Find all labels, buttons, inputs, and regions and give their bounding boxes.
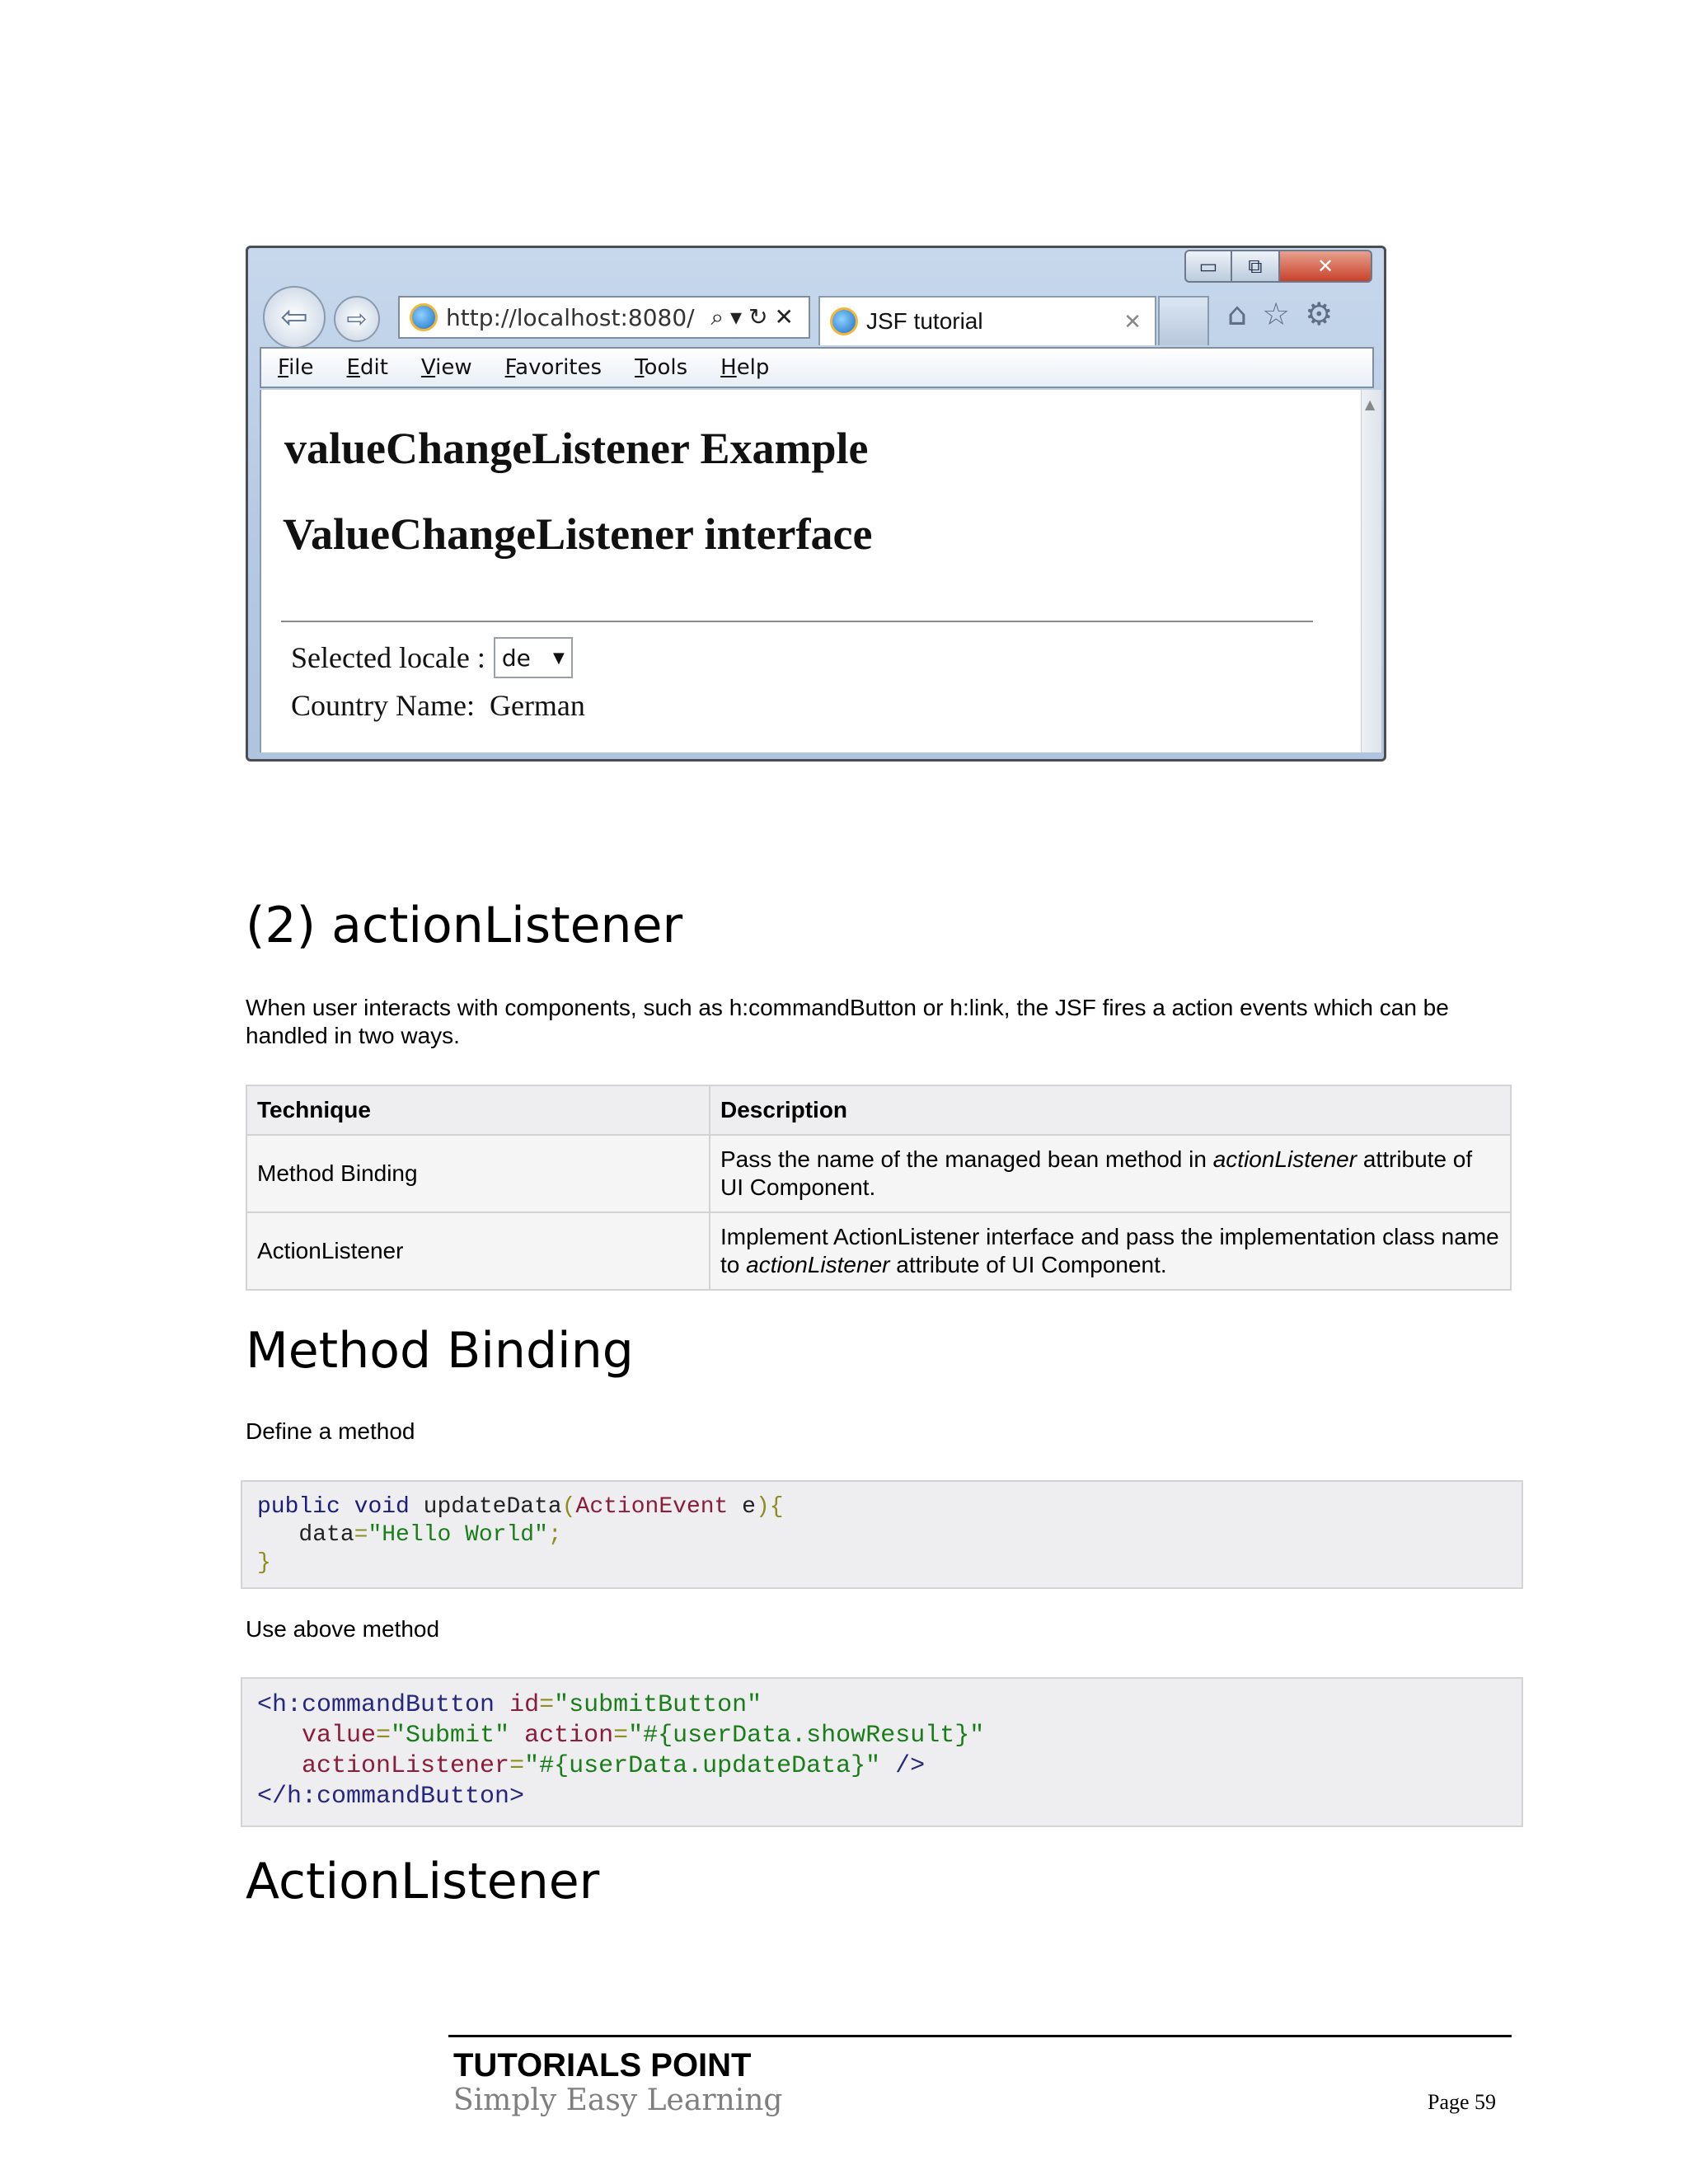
code-token: "Submit" [391, 1722, 510, 1750]
menu-tools[interactable]: Tools [635, 355, 688, 380]
home-icon[interactable]: ⌂ [1227, 296, 1248, 332]
tab-close-icon[interactable]: ✕ [1123, 308, 1142, 334]
search-refresh-stop-icons[interactable]: ⌕▾↻✕ [710, 303, 800, 330]
new-tab-button[interactable] [1158, 296, 1209, 345]
viewport-heading-2: ValueChangeListener interface [283, 509, 873, 559]
code-block-command-button: <h:commandButton id="submitButton" value="Submit" action="#{userData.showResult}" actionListener="#{userData.updateData}" /> </h:commandButton> [241, 1677, 1523, 1827]
code-token: "Hello World" [368, 1522, 548, 1548]
table-cell-description [710, 1212, 1511, 1290]
table-cell-technique: Method Binding [246, 1135, 710, 1212]
technique-table [246, 1085, 1512, 1291]
tab-ie-logo-icon [830, 307, 858, 335]
address-url: http://localhost:8080/ [446, 303, 695, 331]
favorites-star-icon[interactable]: ☆ [1262, 296, 1291, 332]
country-label: Country Name: [291, 689, 475, 722]
code-block-method [241, 1480, 1523, 1589]
menu-bar [260, 347, 1374, 388]
code-token: ActionEvent [575, 1494, 729, 1520]
browser-screenshot [246, 246, 1386, 762]
code-token: = [354, 1522, 368, 1548]
menu-view[interactable]: View [420, 355, 472, 380]
define-method-label: Define a method [246, 1418, 415, 1444]
table-cell-technique: ActionListener [246, 1212, 710, 1290]
code-token: public [257, 1494, 340, 1520]
scroll-up-icon[interactable]: ▲ [1365, 396, 1376, 412]
footer-rule [448, 2035, 1512, 2037]
menu-edit[interactable]: Edit [346, 355, 388, 380]
code-token: "submitButton" [554, 1691, 762, 1719]
back-arrow-icon[interactable]: ⇦ [263, 286, 326, 349]
intro-paragraph: When user interacts with components, such as h:commandButton or h:link, the JSF fires a action events which can be handled in two ways. [246, 995, 1449, 1048]
desc-emphasis: actionListener [746, 1252, 890, 1277]
code-token: id [509, 1691, 540, 1719]
menu-help[interactable]: Help [720, 355, 770, 380]
footer-brand: TUTORIALS POINT [453, 2047, 752, 2083]
desc-text: attribute of UI Component. [889, 1252, 1167, 1277]
locale-select[interactable] [494, 637, 573, 678]
close-icon[interactable]: ✕ [1280, 250, 1372, 283]
table-cell-description [710, 1135, 1511, 1212]
locale-row [291, 637, 573, 678]
vertical-scrollbar[interactable] [1361, 390, 1381, 752]
viewport-heading-1: valueChangeListener Example [284, 424, 869, 473]
page-number: Page 59 [1428, 2090, 1497, 2114]
maximize-icon[interactable]: ⧉ [1232, 250, 1280, 283]
minimize-icon[interactable]: ▭ [1184, 250, 1232, 283]
code-token: void [354, 1494, 410, 1520]
code-token: "#{userData.updateData}" [524, 1752, 881, 1780]
forward-arrow-icon[interactable]: ⇨ [334, 296, 380, 342]
section-title-method-binding: Method Binding [246, 1322, 634, 1380]
tab-title: JSF tutorial [866, 308, 983, 334]
country-row [291, 688, 585, 723]
table-header-row [246, 1085, 1511, 1135]
locale-select-value: de [501, 644, 531, 672]
code-token: ){ [755, 1494, 784, 1520]
code-token: data [298, 1522, 354, 1548]
locale-label: Selected locale : [291, 641, 485, 674]
code-token: action [524, 1722, 614, 1750]
section-title-action-listener: (2) actionListener [246, 897, 683, 954]
desc-emphasis: actionListener [1212, 1146, 1357, 1172]
browser-tab[interactable] [818, 296, 1156, 345]
section-title-actionlistener: ActionListener [246, 1853, 600, 1910]
use-method-label: Use above method [246, 1616, 440, 1642]
table-header-description: Description [710, 1085, 1511, 1135]
desc-text: Pass the name of the managed bean method in [720, 1146, 1213, 1172]
code-token: <h:commandButton [257, 1691, 495, 1719]
code-token: actionListener [302, 1752, 510, 1780]
code-token: /> [880, 1752, 926, 1780]
code-token: ( [561, 1494, 576, 1520]
code-token: e [742, 1494, 756, 1520]
menu-file[interactable]: File [278, 355, 314, 380]
table-row [246, 1135, 1511, 1212]
viewport-divider [281, 621, 1313, 622]
menu-favorites[interactable]: Favorites [504, 355, 603, 380]
address-bar[interactable] [398, 296, 810, 339]
code-token: ; [547, 1522, 562, 1548]
country-value: German [489, 689, 585, 722]
code-token: "#{userData.showResult}" [628, 1722, 985, 1750]
table-row [246, 1212, 1511, 1290]
toolbar-icons [1227, 296, 1333, 332]
ie-logo-icon [410, 303, 438, 331]
gear-icon[interactable]: ⚙ [1305, 296, 1334, 332]
window-controls [1184, 250, 1372, 283]
code-token: </h:commandButton> [257, 1783, 525, 1811]
table-header-technique: Technique [246, 1085, 710, 1135]
page-viewport [260, 390, 1362, 752]
code-token: value [302, 1722, 377, 1750]
footer-tagline: Simply Easy Learning [453, 2083, 783, 2117]
code-token: } [257, 1550, 271, 1576]
desc-text: attribute of UI Component. [720, 1146, 1473, 1200]
desc-text: Implement ActionListener interface and pass the implementation class name to [720, 1224, 1499, 1277]
chevron-down-icon: ▼ [553, 649, 565, 667]
code-token: updateData [423, 1494, 562, 1520]
